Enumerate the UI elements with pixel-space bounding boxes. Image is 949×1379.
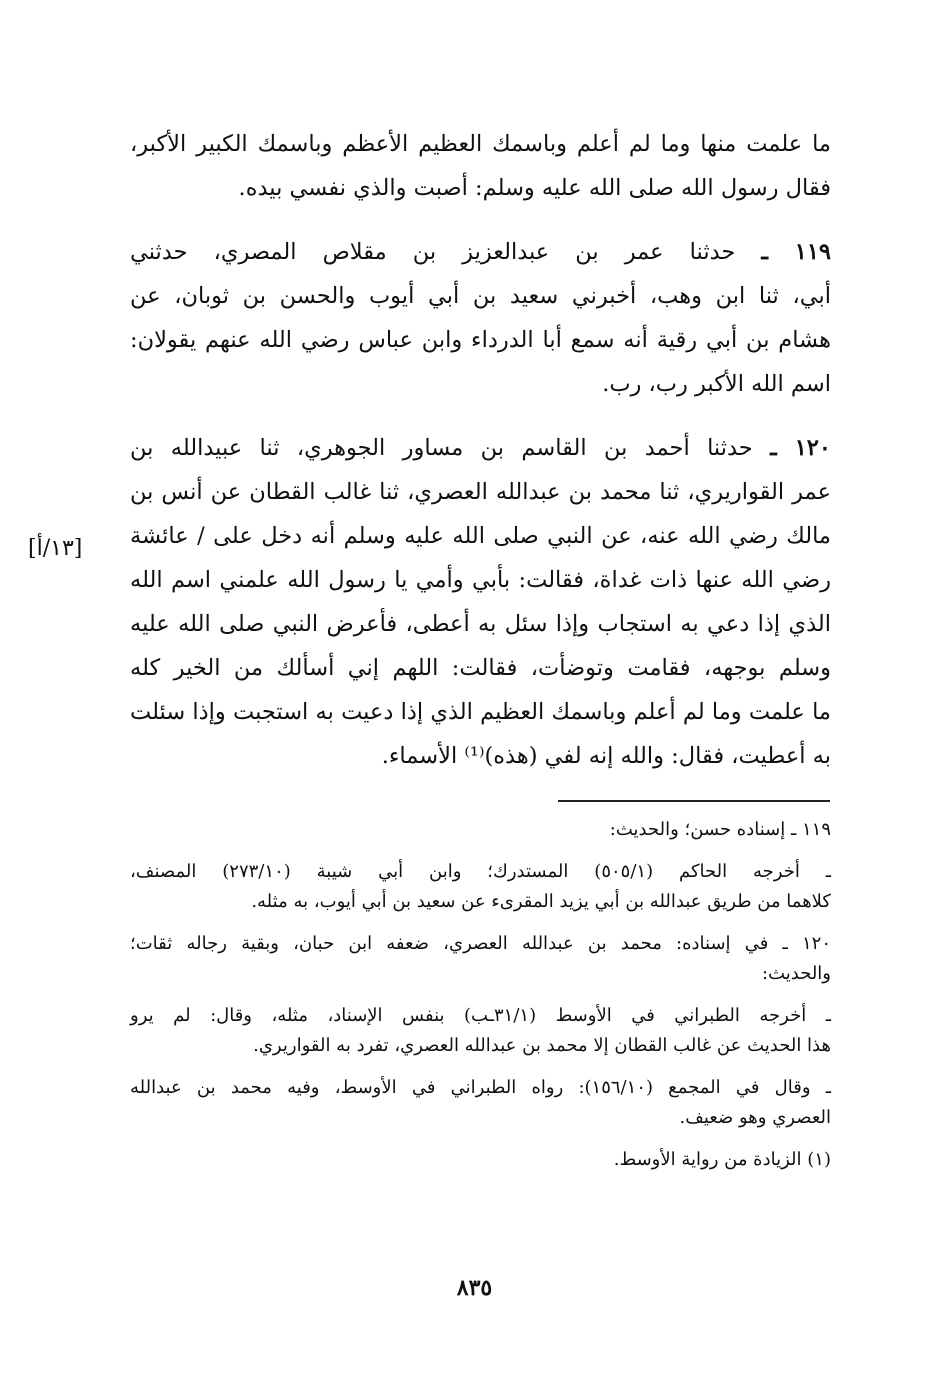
footnote-line: ـ أخرجه الحاكم (٥٠٥/١) المستدرك؛ وابن أبي شيبة (٢٧٣/١٠) المصنف، bbox=[130, 861, 832, 882]
text-line: رضي الله عنها ذات غداة، فقالت: بأبي وأمي يا رسول الله علمني اسم الله bbox=[130, 567, 831, 593]
paragraph-continuation bbox=[130, 122, 831, 210]
text-line bbox=[130, 426, 831, 470]
footnote-divider bbox=[558, 800, 830, 802]
text-line: فقال رسول الله صلى الله عليه وسلم: أصبت والذي نفسي بيده. bbox=[238, 175, 831, 201]
text-line: اسم الله الأكبر رب، رب. bbox=[602, 371, 831, 397]
text-line: ما علمت وما لم أعلم وباسمك العظيم الذي إذا دعيت به استجبت وإذا سئلت bbox=[130, 699, 831, 725]
footnote-line: (١) الزيادة من رواية الأوسط. bbox=[613, 1149, 831, 1170]
footnote-line: هذا الحديث عن غالب القطان إلا محمد بن عبدالله العصري، تفرد به القواريري. bbox=[253, 1035, 831, 1056]
hadith-119 bbox=[130, 230, 831, 406]
page-number: ٨٣٥ bbox=[456, 1275, 493, 1301]
footnote-line: ١٢٠ ـ في إسناده: محمد بن عبدالله العصري، ضعفه ابن حبان، وبقية رجاله ثقات؛ bbox=[130, 933, 831, 954]
text-line: ما علمت منها وما لم أعلم وباسمك العظيم الأعظم وباسمك الكبير الأكبر، bbox=[130, 131, 831, 157]
footnote bbox=[130, 929, 831, 989]
footnote bbox=[130, 1001, 831, 1061]
hadith-text: حدثنا عمر بن عبدالعزيز بن مقلاص المصري، حدثني bbox=[130, 239, 736, 265]
text-line: به أعطيت، فقال: والله إنه لفي (هذه)⁽¹⁾ الأسماء. bbox=[381, 743, 831, 769]
footnote-line: والحديث: bbox=[762, 963, 831, 984]
footnote-line: كلاهما من طريق عبدالله بن أبي يزيد المقرىء عن سعيد بن أبي أيوب، به مثله. bbox=[251, 891, 831, 912]
text-line bbox=[130, 230, 831, 274]
text-line: هشام بن أبي رقية أنه سمع أبا الدرداء وابن عباس رضي الله عنهم يقولان: bbox=[130, 327, 831, 353]
text-line: أبي، ثنا ابن وهب، أخبرني سعيد بن أبي أيوب والحسن بن ثوبان، عن bbox=[130, 283, 831, 309]
text-line: عمر القواريري، ثنا محمد بن عبدالله العصري، ثنا غالب القطان عن أنس بن bbox=[130, 479, 831, 505]
main-text bbox=[130, 122, 831, 798]
manuscript-folio-marker: [١٣/أ] bbox=[28, 536, 83, 561]
footnote bbox=[130, 815, 831, 845]
footnote bbox=[130, 1145, 831, 1175]
text-line: مالك رضي الله عنه، عن النبي صلى الله عليه وسلم أنه دخل على / عائشة bbox=[130, 523, 831, 549]
hadith-number: ١٢٠ ـ bbox=[770, 435, 831, 461]
footnote bbox=[130, 1073, 831, 1133]
footnote-line: العصري وهو ضعيف. bbox=[679, 1107, 831, 1128]
hadith-number: ١١٩ ـ bbox=[761, 239, 831, 265]
footnote-line: ـ وقال في المجمع (١٥٦/١٠): رواه الطبراني في الأوسط، وفيه محمد بن عبدالله bbox=[130, 1077, 831, 1098]
footnotes bbox=[130, 815, 831, 1187]
footnote-line: ـ أخرجه الطبراني في الأوسط (٣١/١ـب) بنفس الإسناد، مثله، وقال: لم يرو bbox=[130, 1005, 832, 1026]
hadith-120 bbox=[130, 426, 831, 778]
text-line: الذي إذا دعي به استجاب وإذا سئل به أعطى، فأعرض النبي صلى الله عليه bbox=[130, 611, 831, 637]
text-line: وسلم بوجهه، فقامت وتوضأت، فقالت: اللهم إني أسألك من الخير كله bbox=[130, 655, 831, 681]
footnote bbox=[130, 857, 831, 917]
footnote-line: ١١٩ ـ إسناده حسن؛ والحديث: bbox=[609, 819, 831, 840]
hadith-text: حدثنا أحمد بن القاسم بن مساور الجوهري، ثنا عبيدالله بن bbox=[130, 435, 753, 461]
